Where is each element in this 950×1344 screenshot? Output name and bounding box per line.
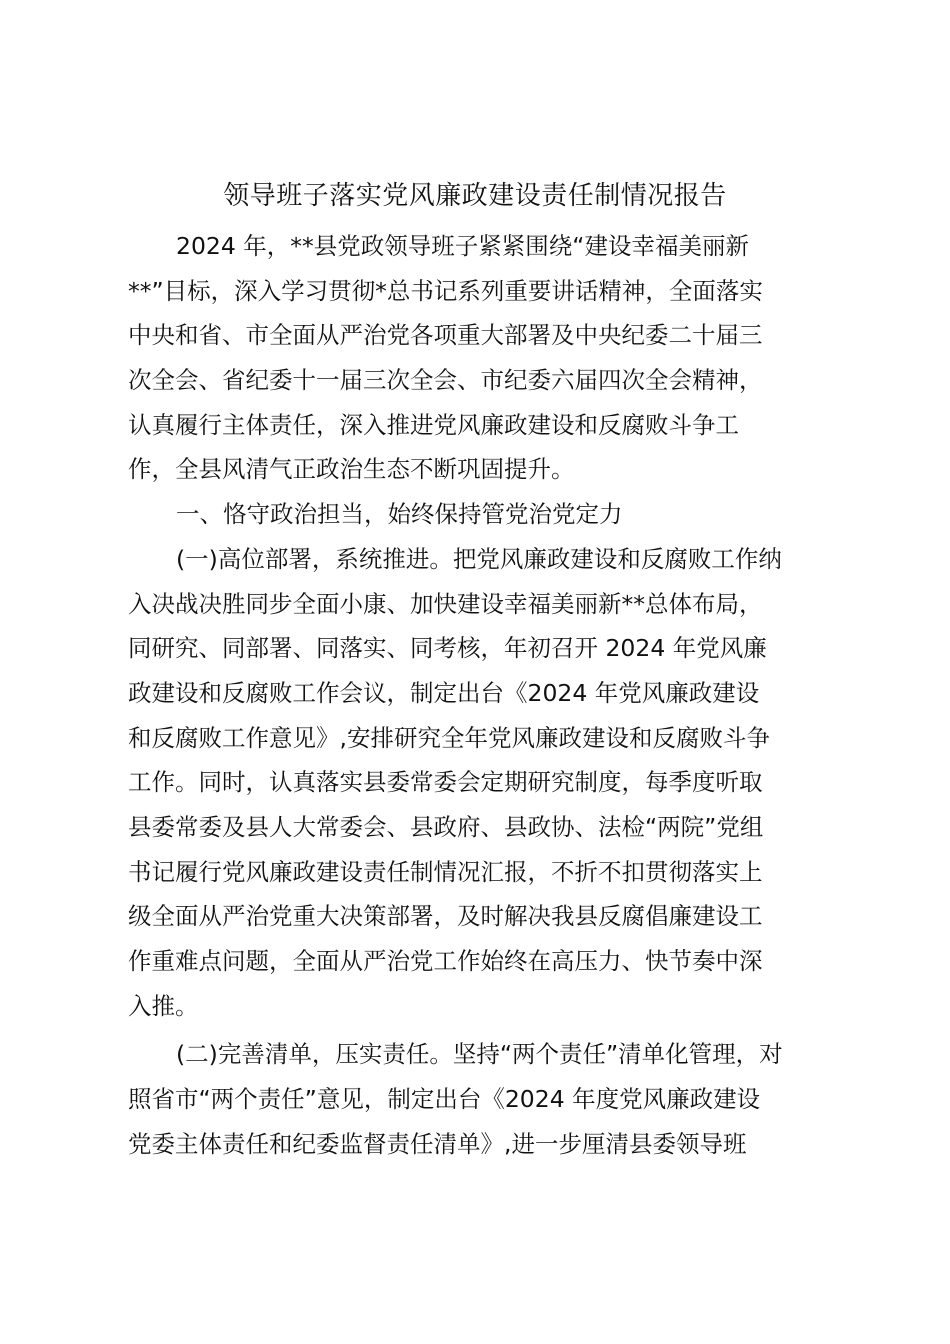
paragraph-line: 级全面从严治党重大决策部署，及时解决我县反腐倡廉建设工	[128, 902, 763, 931]
paragraph-line: 工作。同时，认真落实县委常委会定期研究制度，每季度听取	[128, 768, 763, 797]
paragraph-line: 2024 年，**县党政领导班子紧紧围绕“建设幸福美丽新	[176, 232, 749, 260]
paragraph-line: 政建设和反腐败工作会议，制定出台《2024 年党风廉政建设	[128, 678, 760, 707]
paragraph-line: (二)完善清单，压实责任。坚持“两个责任”清单化管理，对	[176, 1040, 783, 1069]
paragraph-line: 次全会、省纪委十一届三次全会、市纪委六届四次全会精神，	[128, 366, 763, 395]
paragraph-line: 作重难点问题，全面从严治党工作始终在高压力、快节奏中深	[128, 947, 763, 975]
section-heading: 一、恪守政治担当，始终保持管党治党定力	[176, 500, 623, 529]
paragraph-line: **”目标，深入学习贯彻*总书记系列重要讲话精神，全面落实	[128, 276, 763, 305]
paragraph-line: 和反腐败工作意见》,安排研究全年党风廉政建设和反腐败斗争	[128, 723, 770, 752]
paragraph-line: (一)高位部署，系统推进。把党风廉政建设和反腐败工作纳	[176, 544, 782, 573]
paragraph-line: 同研究、同部署、同落实、同考核，年初召开 2024 年党风廉	[128, 634, 767, 663]
paragraph-line: 县委常委及县人大常委会、县政府、县政协、法检“两院”党组	[128, 812, 764, 841]
paragraph-line: 书记履行党风廉政建设责任制情况汇报，不折不扣贯彻落实上	[128, 857, 763, 886]
paragraph-line: 入推。	[128, 991, 199, 1020]
paragraph-line: 照省市“两个责任”意见，制定出台《2024 年度党风廉政建设	[128, 1085, 761, 1114]
paragraph-line: 作，全县风清气正政治生态不断巩固提升。	[128, 455, 575, 484]
paragraph-line: 入决战决胜同步全面小康、加快建设幸福美丽新**总体布局，	[128, 589, 763, 618]
paragraph-line: 中央和省、市全面从严治党各项重大部署及中央纪委二十届三	[128, 321, 763, 350]
paragraph-line: 认真履行主体责任，深入推进党风廉政建设和反腐败斗争工	[128, 410, 739, 439]
document-body	[128, 224, 828, 1166]
paragraph-line: 党委主体责任和纪委监督责任清单》,进一步厘清县委领导班	[128, 1129, 747, 1158]
document-title: 领导班子落实党风廉政建设责任制情况报告	[223, 181, 727, 211]
